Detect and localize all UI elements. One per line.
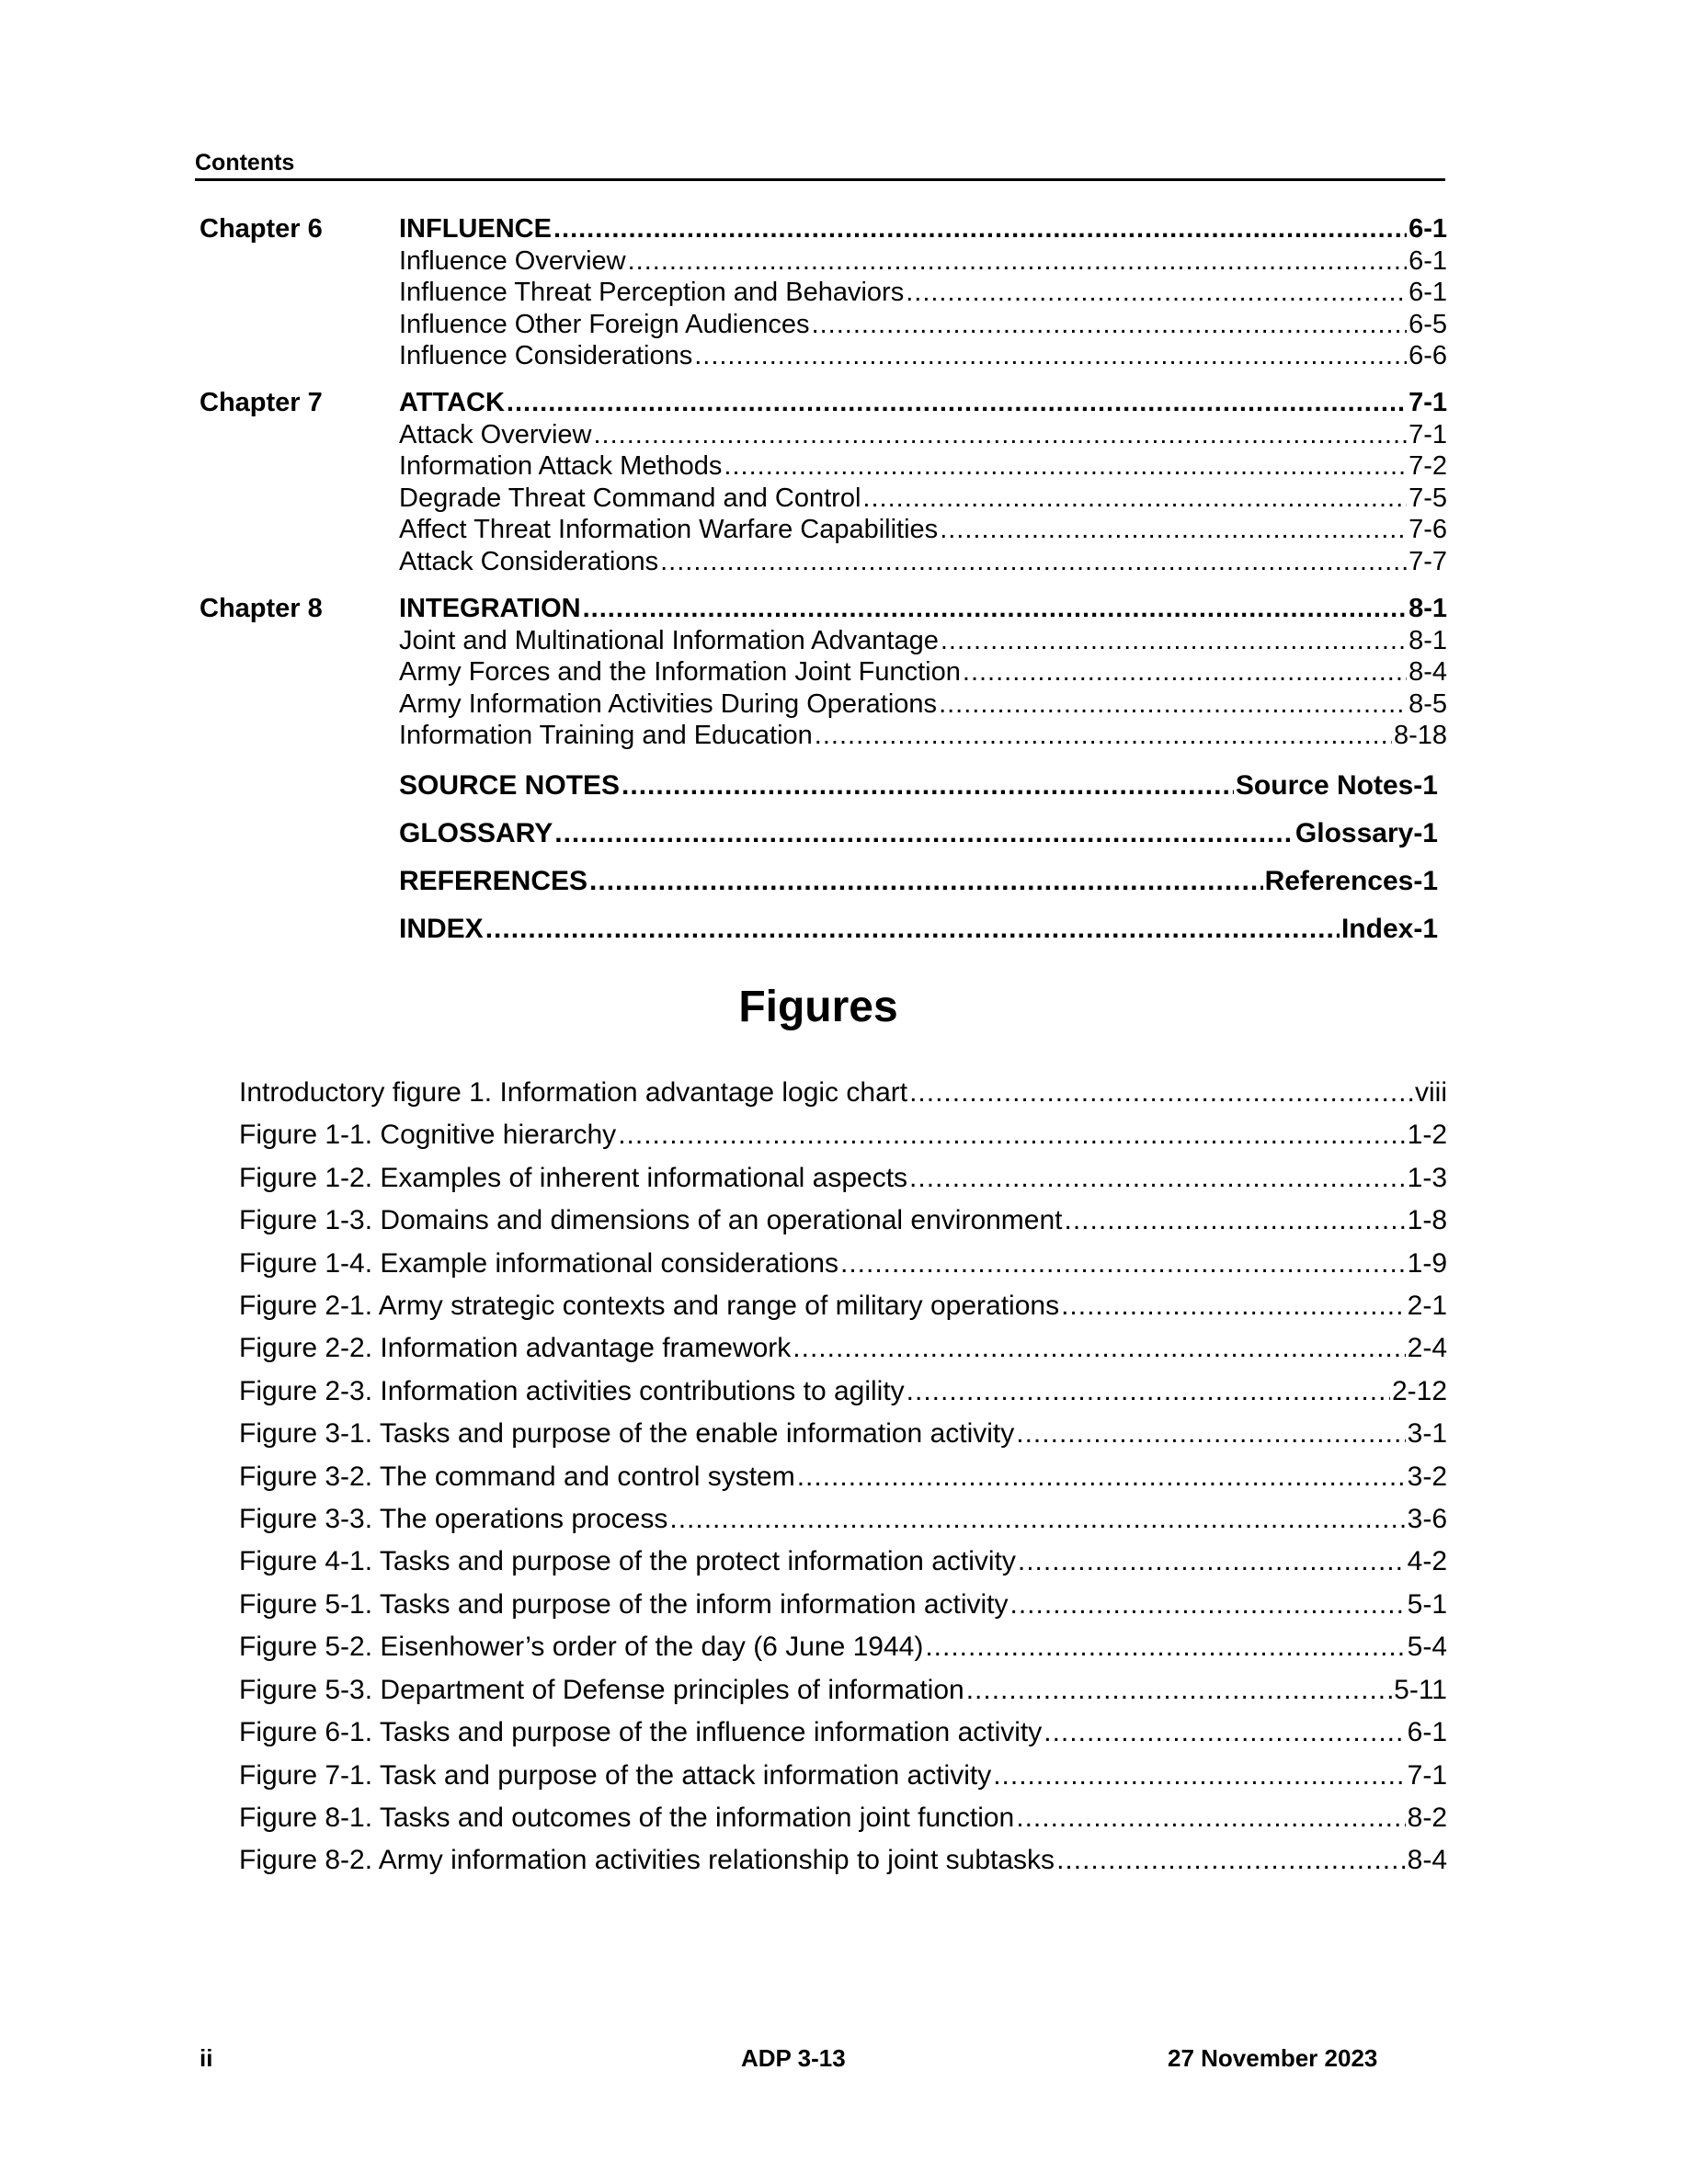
figure-entry[interactable]: Figure 5-2. Eisenhower’s order of the day (6 June 1944) ..... 5-4 — [239, 1626, 1447, 1668]
figure-entry[interactable]: Figure 8-2. Army information activities relationship to joint subtasks ..... 8-4 — [239, 1839, 1447, 1882]
figure-entry[interactable]: Figure 7-1. Task and purpose of the attack information activity ..... 7-1 — [239, 1755, 1447, 1797]
footer-publication: ADP 3-13 — [741, 2044, 846, 2072]
figure-entry[interactable]: Figure 1-1. Cognitive hierarchy ..... 1-2 — [239, 1114, 1447, 1156]
figure-entry[interactable]: Figure 2-2. Information advantage framework ..... 2-4 — [239, 1327, 1447, 1370]
backmatter-entry-index[interactable] — [399, 911, 1438, 948]
entry-page: References-1 — [1264, 866, 1438, 896]
figure-entry[interactable]: Figure 8-1. Tasks and outcomes of the information joint function ..... 8-2 — [239, 1797, 1447, 1839]
chapter-title-entry[interactable]: ATTACK ..... 7-1 — [399, 387, 1447, 419]
header-title: Contents — [195, 150, 295, 176]
toc-entry[interactable]: Information Attack Methods ..... 7-2 — [399, 450, 1447, 483]
entry-page: Index-1 — [1340, 914, 1438, 944]
entry-title: REFERENCES — [399, 866, 588, 896]
footer-page-number: ii — [200, 2044, 213, 2072]
footer-date: 27 November 2023 — [1168, 2044, 1378, 2072]
figures-list — [239, 1072, 1447, 1883]
running-header — [195, 147, 1445, 181]
figures-heading: Figures — [738, 983, 898, 1031]
entry-page: Glossary-1 — [1295, 818, 1438, 848]
figure-entry[interactable]: Figure 6-1. Tasks and purpose of the influence information activity ..... 6-1 — [239, 1712, 1447, 1754]
figure-entry[interactable]: Introductory figure 1. Information advantage logic chart ..... viii — [239, 1072, 1447, 1114]
toc-entry[interactable]: Influence Considerations ..... 6-6 — [399, 340, 1447, 372]
backmatter-entry-source-notes[interactable] — [399, 768, 1438, 804]
toc-entry[interactable]: Influence Threat Perception and Behaviors ..... 6-1 — [399, 277, 1447, 309]
toc-entry[interactable]: Affect Threat Information Warfare Capabilities ..... 7-6 — [399, 514, 1447, 546]
figure-entry[interactable]: Figure 2-3. Information activities contributions to agility ..... 2-12 — [239, 1371, 1447, 1413]
figure-entry[interactable]: Figure 1-4. Example informational considerations ..... 1-9 — [239, 1243, 1447, 1285]
backmatter-entry-glossary[interactable] — [399, 815, 1438, 852]
entry-title: SOURCE NOTES — [399, 770, 621, 801]
toc-entry[interactable]: Influence Other Foreign Audiences ..... 6-5 — [399, 309, 1447, 341]
toc-entry[interactable]: Army Information Activities During Operations ..... 8-5 — [399, 688, 1447, 721]
chapter-label: Chapter 8 — [200, 594, 323, 623]
entry-title: INDEX — [399, 914, 484, 944]
chapter-title-entry[interactable]: INFLUENCE ..... 6-1 — [399, 213, 1447, 245]
toc-entry[interactable]: Joint and Multinational Information Advantage ..... 8-1 — [399, 625, 1447, 657]
figure-entry[interactable]: Figure 5-3. Department of Defense principles of information ..... 5-11 — [239, 1669, 1447, 1712]
figure-entry[interactable]: Figure 1-2. Examples of inherent informational aspects ..... 1-3 — [239, 1157, 1447, 1200]
toc-entry[interactable]: Influence Overview ..... 6-1 — [399, 245, 1447, 278]
chapter-label: Chapter 6 — [200, 214, 323, 244]
figure-entry[interactable]: Figure 3-1. Tasks and purpose of the enable information activity ..... 3-1 — [239, 1413, 1447, 1455]
toc-entry[interactable]: Attack Considerations ..... 7-7 — [399, 546, 1447, 578]
figure-entry[interactable]: Figure 3-2. The command and control system ..... 3-2 — [239, 1456, 1447, 1498]
toc-entry[interactable]: Attack Overview ..... 7-1 — [399, 419, 1447, 451]
figure-entry[interactable]: Figure 1-3. Domains and dimensions of an operational environment ..... 1-8 — [239, 1200, 1447, 1242]
figure-entry[interactable]: Figure 2-1. Army strategic contexts and range of military operations ..... 2-1 — [239, 1285, 1447, 1327]
figure-entry[interactable]: Figure 3-3. The operations process ..... 3-6 — [239, 1498, 1447, 1541]
figure-entry[interactable]: Figure 4-1. Tasks and purpose of the protect information activity ..... 4-2 — [239, 1541, 1447, 1583]
toc-entry[interactable]: Degrade Threat Command and Control ..... 7-5 — [399, 483, 1447, 515]
figure-entry[interactable]: Figure 5-1. Tasks and purpose of the inform information activity ..... 5-1 — [239, 1584, 1447, 1626]
entry-page: Source Notes-1 — [1235, 770, 1438, 801]
chapter-label: Chapter 7 — [200, 388, 323, 417]
entry-title: GLOSSARY — [399, 818, 553, 848]
chapter-title-entry[interactable]: INTEGRATION ..... 8-1 — [399, 593, 1447, 625]
toc-entry[interactable]: Army Forces and the Information Joint Function ..... 8-4 — [399, 656, 1447, 688]
toc-entry[interactable]: Information Training and Education ..... 8-18 — [399, 720, 1447, 752]
backmatter-entry-references[interactable] — [399, 863, 1438, 900]
